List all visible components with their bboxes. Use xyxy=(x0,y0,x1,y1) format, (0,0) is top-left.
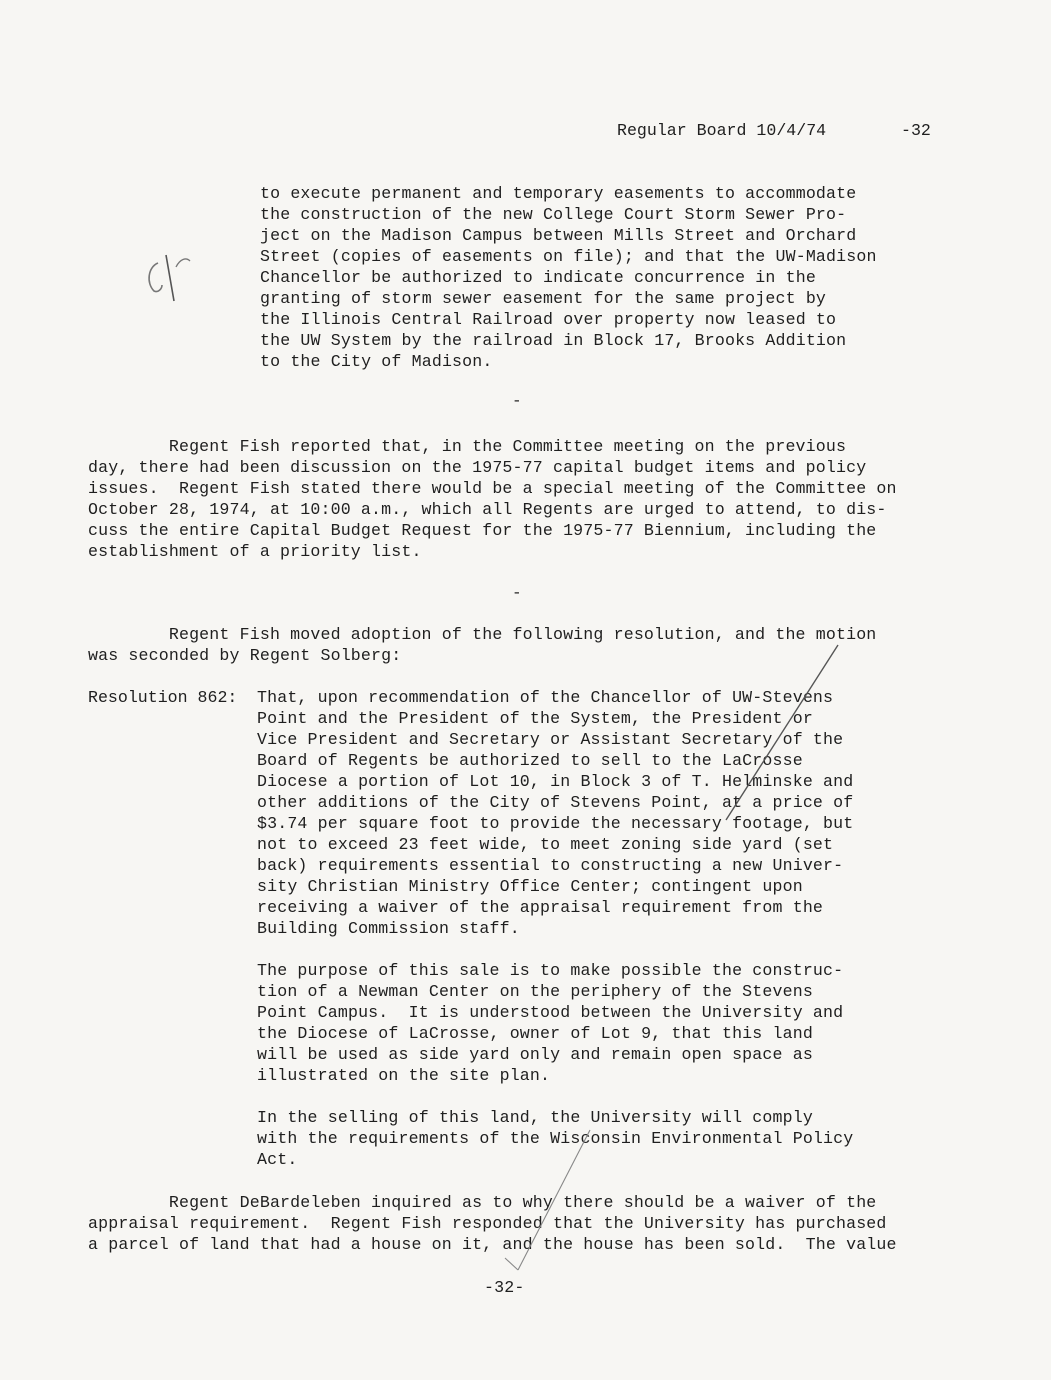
text-line: issues. Regent Fish stated there would be a special meeting of the Committee on xyxy=(88,479,897,498)
resolution-label: Resolution 862: xyxy=(88,688,238,707)
text-line: sity Christian Ministry Office Center; contingent upon xyxy=(257,877,803,896)
text-line: October 28, 1974, at 10:00 a.m., which all Regents are urged to attend, to dis- xyxy=(88,500,887,519)
text-line: granting of storm sewer easement for the same project by xyxy=(260,289,827,308)
text-line: cuss the entire Capital Budget Request for the 1975-77 Biennium, including the xyxy=(88,521,877,540)
text-line: the construction of the new College Court Storm Sewer Pro- xyxy=(260,205,847,224)
text-line: Point Campus. It is understood between the University and xyxy=(257,1003,844,1022)
header-title: Regular Board 10/4/74 xyxy=(617,121,827,140)
text-line: In the selling of this land, the University will comply xyxy=(257,1108,813,1127)
text-line: other additions of the City of Stevens Point, at a price of xyxy=(257,793,854,812)
text-line: Regent Fish moved adoption of the following resolution, and the motion xyxy=(88,625,877,644)
text-line: receiving a waiver of the appraisal requirement from the xyxy=(257,898,824,917)
text-line: tion of a Newman Center on the periphery of the Stevens xyxy=(257,982,813,1001)
text-line: to execute permanent and temporary easements to accommodate xyxy=(260,184,857,203)
text-line: illustrated on the site plan. xyxy=(257,1066,551,1085)
text-line: $3.74 per square foot to provide the necessary footage, but xyxy=(257,814,854,833)
text-line: not to exceed 23 feet wide, to meet zoning side yard (set xyxy=(257,835,834,854)
text-line: Point and the President of the System, the President or xyxy=(257,709,813,728)
text-line: Board of Regents be authorized to sell to the LaCrosse xyxy=(257,751,803,770)
text-line: day, there had been discussion on the 1975-77 capital budget items and policy xyxy=(88,458,867,477)
text-line: Regent DeBardeleben inquired as to why there should be a waiver of the xyxy=(88,1193,877,1212)
text-line: That, upon recommendation of the Chancellor of UW-Stevens xyxy=(257,688,834,707)
text-line: Vice President and Secretary or Assistant Secretary of the xyxy=(257,730,844,749)
text-line: back) requirements essential to constructing a new Univer- xyxy=(257,856,844,875)
text-line: to the City of Madison. xyxy=(260,352,493,371)
text-line: Chancellor be authorized to indicate concurrence in the xyxy=(260,268,816,287)
text-line: was seconded by Regent Solberg: xyxy=(88,646,402,665)
text-line: with the requirements of the Wisconsin Environmental Policy xyxy=(257,1129,854,1148)
header-page-ref: -32 xyxy=(901,121,931,140)
text-line: ject on the Madison Campus between Mills Street and Orchard xyxy=(260,226,857,245)
footer-page-number: -32- xyxy=(484,1278,525,1297)
text-line: Diocese a portion of Lot 10, in Block 3 of T. Helminske and xyxy=(257,772,854,791)
text-line: will be used as side yard only and remain open space as xyxy=(257,1045,813,1064)
text-line: Street (copies of easements on file); and that the UW-Madison xyxy=(260,247,877,266)
text-line: Building Commission staff. xyxy=(257,919,520,938)
text-line: Regent Fish reported that, in the Committee meeting on the previous xyxy=(88,437,847,456)
text-line: the Illinois Central Railroad over property now leased to xyxy=(260,310,837,329)
text-line: the Diocese of LaCrosse, owner of Lot 9, that this land xyxy=(257,1024,813,1043)
section-separator: - xyxy=(512,584,522,602)
text-line: The purpose of this sale is to make possible the construc- xyxy=(257,961,844,980)
text-line: appraisal requirement. Regent Fish responded that the University has purchased xyxy=(88,1214,887,1233)
text-line: the UW System by the railroad in Block 17, Brooks Addition xyxy=(260,331,847,350)
text-line: a parcel of land that had a house on it, and the house has been sold. The value xyxy=(88,1235,897,1254)
section-separator: - xyxy=(512,392,522,410)
text-line: establishment of a priority list. xyxy=(88,542,422,561)
text-line: Act. xyxy=(257,1150,298,1169)
